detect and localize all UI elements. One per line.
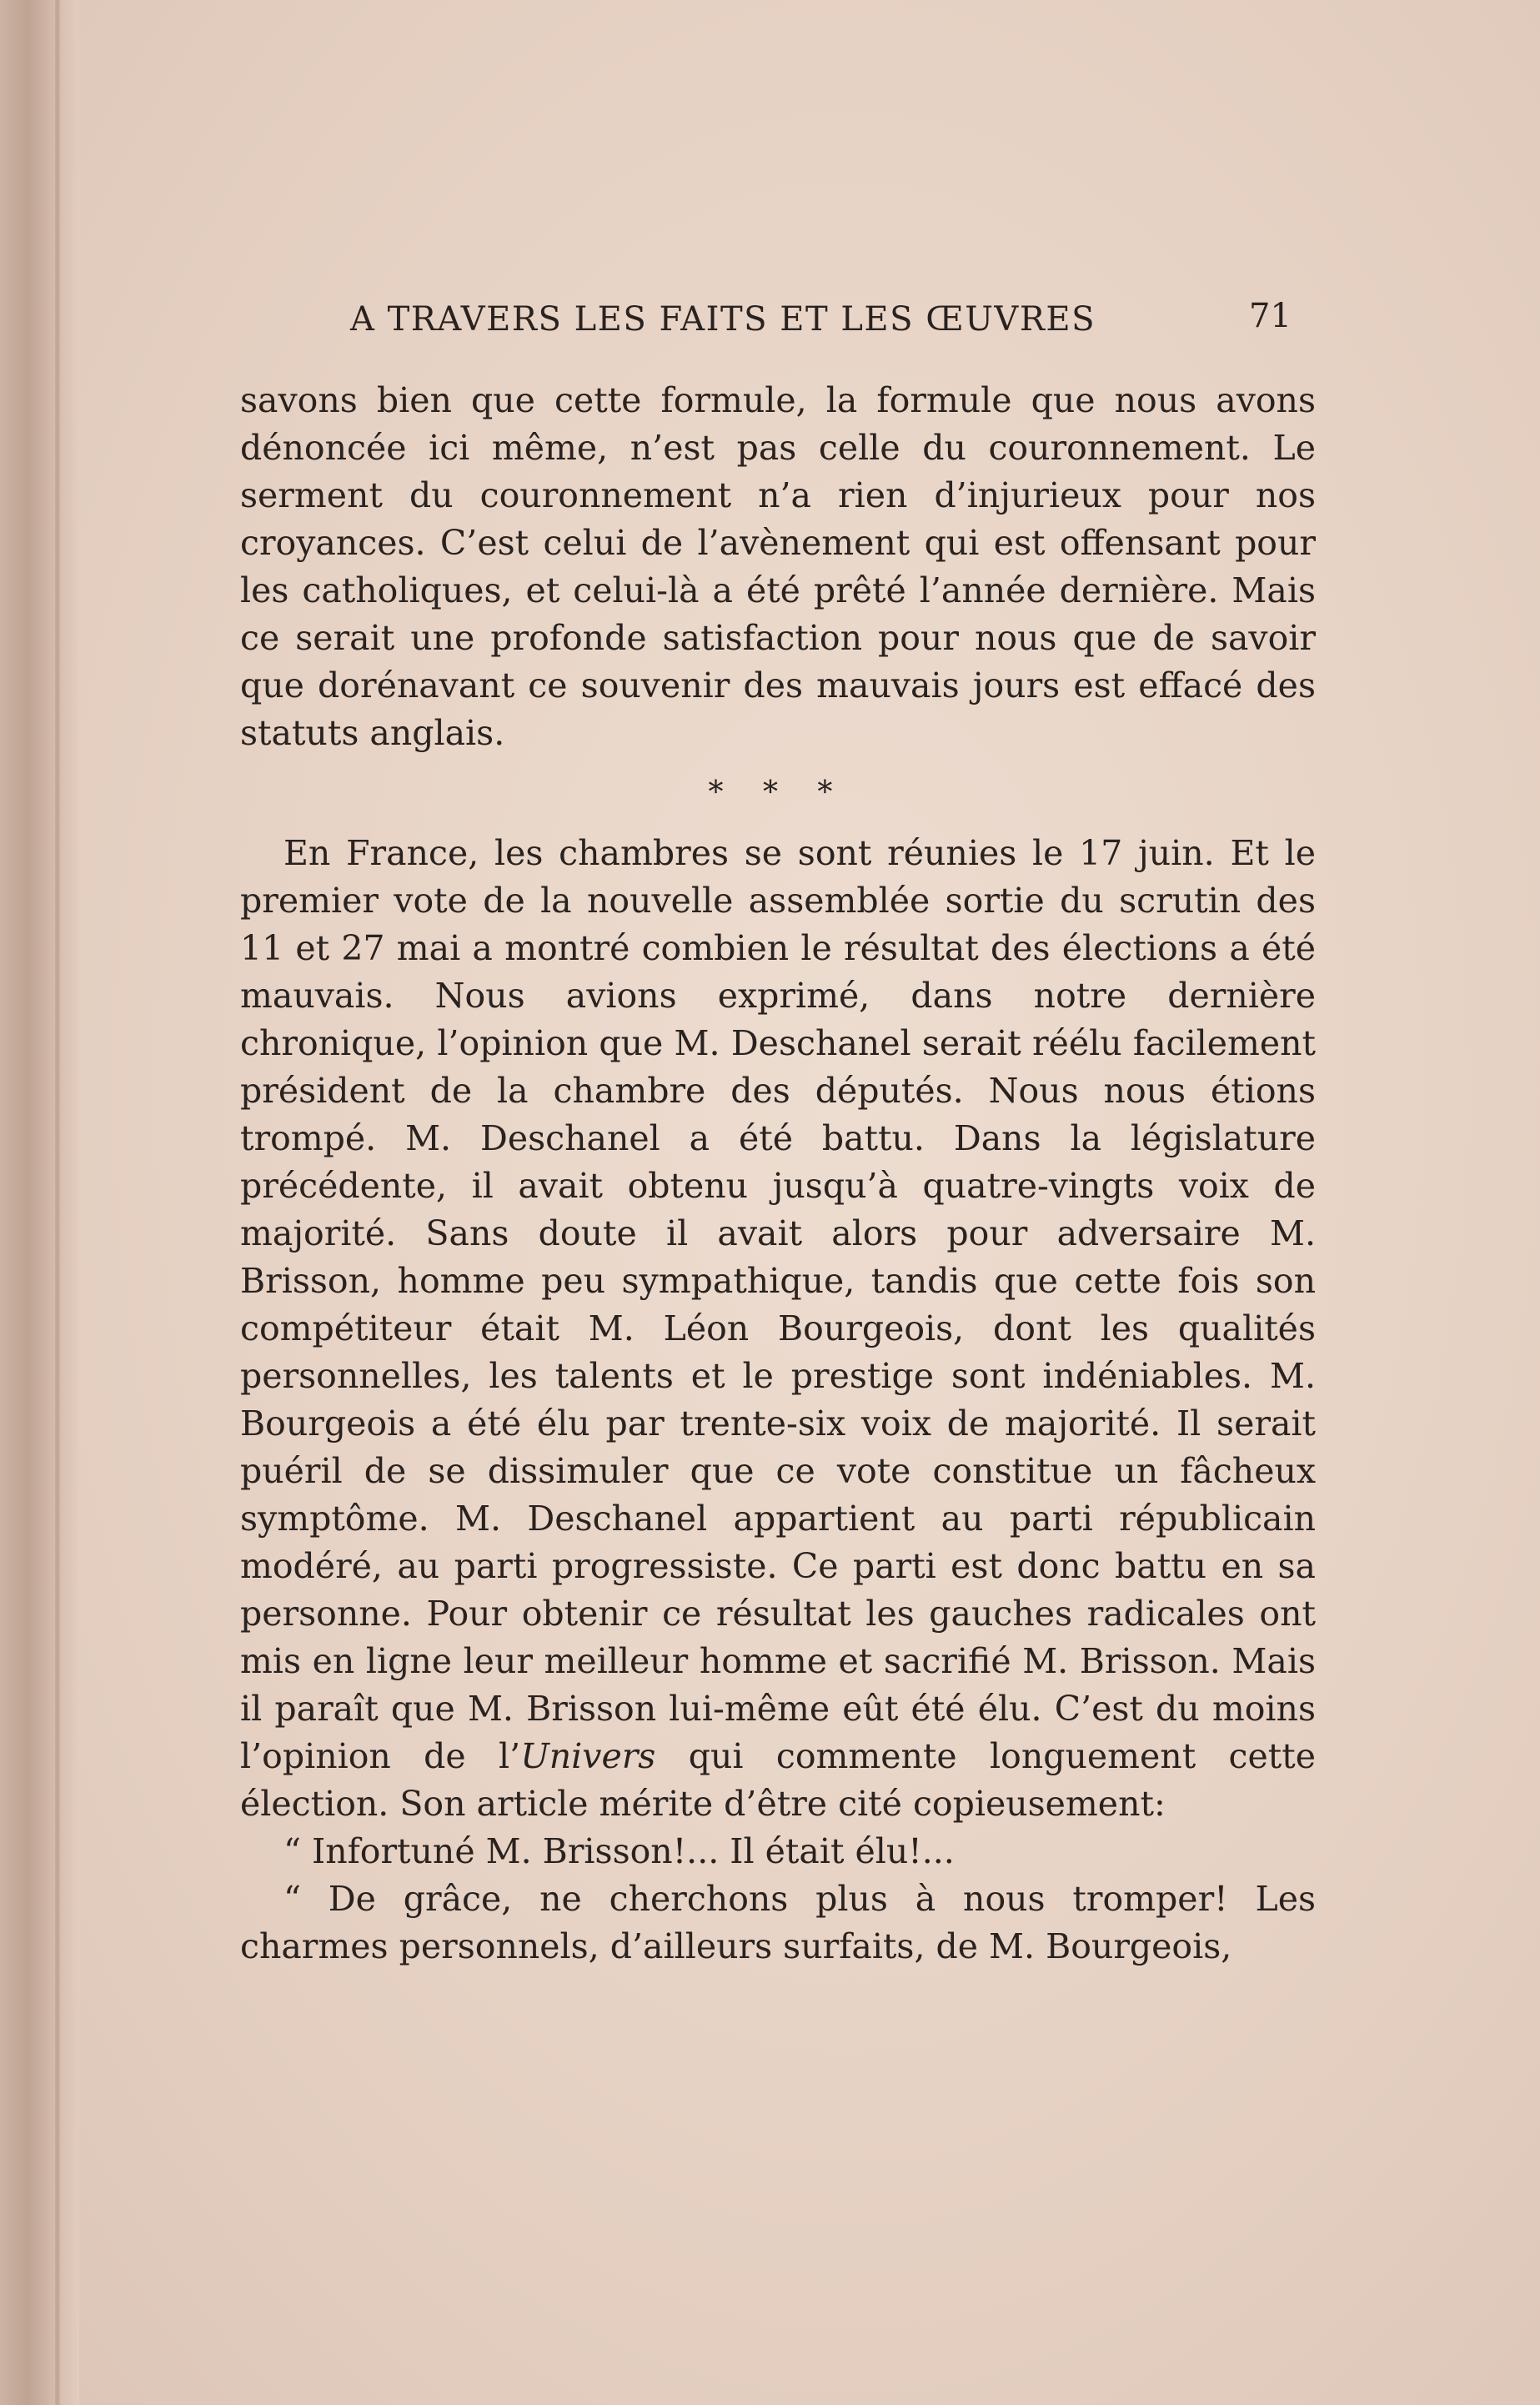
quotation-line-1: “ Infortuné M. Brisson!... Il était élu!... (283, 1831, 955, 1871)
gutter-fold-line (55, 0, 60, 2405)
running-head: A TRAVERS LES FAITS ET LES ŒUVRES (350, 300, 1096, 339)
paragraph-text-continued: qui commente longuement cette élection. Son article mérite d’être cité copieusement: (240, 1736, 1316, 1824)
section-break-asterisks: * * * (708, 776, 848, 810)
paragraph-france-elections (240, 830, 1316, 1828)
italic-title-univers: Univers (520, 1736, 656, 1776)
paragraph-continued: savons bien que cette formule, la formule que nous avons dénoncée ici même, n’est pas celle du couronnement. Le serment du couronnement n’a rien d’injurieux pour nos croyances. C’est celui de l’avènement qui est offensant pour les catholiques, et celui-là a été prêté l’année dernière. Mais ce serait une profonde satisfaction pour nous que de savoir que dorénavant ce souvenir des mauvais jours est effacé des statuts anglais. (240, 380, 1316, 753)
quotation-line-2: “ De grâce, ne cherchons plus à nous tromper! Les charmes personnels, d’ailleurs surfaits, de M. Bourgeois, (240, 1879, 1316, 1966)
page-number: 71 (1249, 297, 1292, 335)
body-text (240, 377, 1316, 1971)
book-gutter (0, 0, 79, 2405)
paragraph-text: En France, les chambres se sont réunies le 17 juin. Et le premier vote de la nouvelle assemblée sortie du scrutin des 11 et 27 mai a montré combien le résultat des élections a été mauvais. Nous avions exprimé, dans notre dernière chronique, l’opinion que M. Deschanel serait réélu facilement président de la chambre des députés. Nous nous étions trompé. M. Deschanel a été battu. Dans la législature précédente, il avait obtenu jusqu’à quatre-vingts voix de majorité. Sans doute il avait alors pour adversaire M. Brisson, homme peu sympathique, tandis que cette fois son compétiteur était M. Léon Bourgeois, dont les qualités personnelles, les talents et le prestige sont indéniables. M. Bourgeois a été élu par trente-six voix de majorité. Il serait puéril de se dissimuler que ce vote constitue un fâcheux symptôme. M. Deschanel appartient au parti républicain modéré, au parti progressiste. Ce parti est donc battu en sa personne. Pour obtenir ce résultat les gauches radicales ont mis en ligne leur meilleur homme et sacrifié M. Brisson. Mais il paraît que M. Brisson lui-même eût été élu. C’est du moins l’opinion de l’ (240, 833, 1316, 1776)
